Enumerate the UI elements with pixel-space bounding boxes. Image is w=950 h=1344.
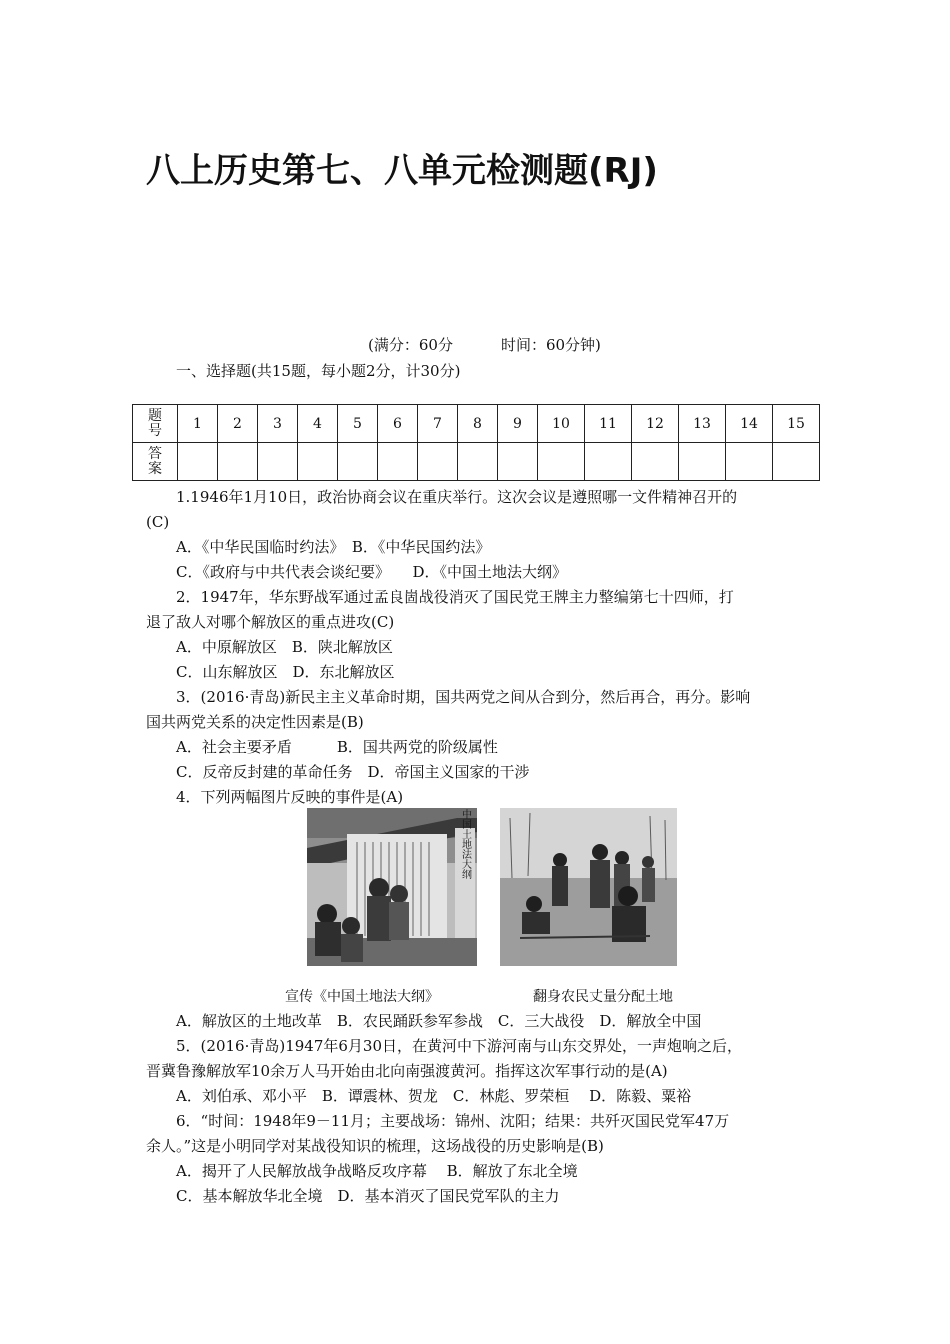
table-cell: 2 (218, 405, 258, 443)
answer-cell[interactable] (679, 443, 726, 481)
answer-cell[interactable] (258, 443, 298, 481)
table-cell: 10 (538, 405, 585, 443)
question-3-options-ab: A．社会主要矛盾 B．国共两党的阶级属性 (176, 738, 498, 756)
question-1-options-cd: C．《政府与中共代表会谈纪要》 D．《中国土地法大纲》 (176, 563, 568, 581)
row-label-answer: 答 案 (133, 443, 178, 481)
table-cell: 3 (258, 405, 298, 443)
answer-cell[interactable] (178, 443, 218, 481)
answer-cell[interactable] (585, 443, 632, 481)
caption-photo-2: 翻身农民丈量分配土地 (533, 989, 673, 1005)
question-5-stem: 5．(2016·青岛)1947年6月30日，在黄河中下游河南与山东交界处，一声炮响之后， (176, 1037, 742, 1055)
row-label-number: 题 号 (133, 405, 178, 443)
question-3-stem-cont: 国共两党关系的决定性因素是(B) (146, 713, 364, 731)
question-2-options-ab: A．中原解放区 B．陕北解放区 (176, 638, 393, 656)
question-1-answer: (C) (146, 513, 170, 531)
question-3-options-cd: C．反帝反封建的革命任务 D．帝国主义国家的干涉 (176, 763, 530, 781)
question-1-stem: 1.1946年1月10日，政治协商会议在重庆举行。这次会议是遵照哪一文件精神召开的 (176, 488, 738, 506)
poster-heading: 中国土地法大纲 (459, 809, 471, 879)
question-6-options-ab: A．揭开了人民解放战争战略反攻序幕 B．解放了东北全境 (176, 1162, 578, 1180)
exam-meta (368, 334, 601, 355)
table-cell: 11 (585, 405, 632, 443)
table-cell: 5 (338, 405, 378, 443)
caption-photo-1: 宣传《中国土地法大纲》 (285, 989, 439, 1005)
photo-farmers-measuring-land (500, 808, 677, 966)
table-cell: 6 (378, 405, 418, 443)
table-cell: 14 (726, 405, 773, 443)
full-score: (满分：60分 (368, 336, 453, 354)
answer-table-number-row (133, 405, 820, 443)
answer-cell[interactable] (773, 443, 820, 481)
table-cell: 9 (498, 405, 538, 443)
question-2-options-cd: C．山东解放区 D．东北解放区 (176, 663, 395, 681)
answer-cell[interactable] (298, 443, 338, 481)
answer-cell[interactable] (498, 443, 538, 481)
answer-table (132, 404, 820, 481)
answer-cell[interactable] (458, 443, 498, 481)
question-1-options-ab: A．《中华民国临时约法》 B．《中华民国约法》 (176, 538, 491, 556)
table-cell: 12 (632, 405, 679, 443)
answer-table-answer-row (133, 443, 820, 481)
answer-cell[interactable] (632, 443, 679, 481)
table-cell: 1 (178, 405, 218, 443)
question-3-stem: 3．(2016·青岛)新民主主义革命时期，国共两党之间从合到分，然后再合，再分。影响 (176, 688, 751, 706)
answer-cell[interactable] (218, 443, 258, 481)
photo-land-law-propaganda (307, 808, 477, 966)
question-6-stem-cont: 余人。”这是小明同学对某战役知识的梳理，这场战役的历史影响是(B) (146, 1137, 604, 1155)
section-heading: 一、选择题(共15题，每小题2分，计30分) (176, 362, 461, 380)
question-5-stem-cont: 晋冀鲁豫解放军10余万人马开始由北向南强渡黄河。指挥这次军事行动的是(A) (146, 1062, 668, 1080)
answer-cell[interactable] (338, 443, 378, 481)
table-cell: 15 (773, 405, 820, 443)
question-4-options: A．解放区的土地改革 B．农民踊跃参军参战 C．三大战役 D．解放全中国 (176, 1012, 702, 1030)
question-6-stem: 6．“时间：1948年9－11月；主要战场：锦州、沈阳；结果：共歼灭国民党军47万 (176, 1112, 730, 1130)
question-5-options: A．刘伯承、邓小平 B．谭震林、贺龙 C．林彪、罗荣桓 D．陈毅、粟裕 (176, 1087, 692, 1105)
table-cell: 4 (298, 405, 338, 443)
table-cell: 13 (679, 405, 726, 443)
answer-cell[interactable] (378, 443, 418, 481)
question-2-stem-cont: 退了敌人对哪个解放区的重点进攻(C) (146, 613, 395, 631)
answer-cell[interactable] (538, 443, 585, 481)
answer-cell[interactable] (418, 443, 458, 481)
question-2-stem: 2．1947年，华东野战军通过孟良崮战役消灭了国民党王牌主力整编第七十四师，打 (176, 588, 734, 606)
table-cell: 7 (418, 405, 458, 443)
table-cell: 8 (458, 405, 498, 443)
answer-cell[interactable] (726, 443, 773, 481)
question-6-options-cd: C．基本解放华北全境 D．基本消灭了国民党军队的主力 (176, 1187, 560, 1205)
question-4-stem: 4．下列两幅图片反映的事件是(A) (176, 788, 404, 806)
exam-time: 时间：60分钟) (500, 336, 601, 354)
page-title: 八上历史第七、八单元检测题(RJ) (146, 151, 658, 191)
